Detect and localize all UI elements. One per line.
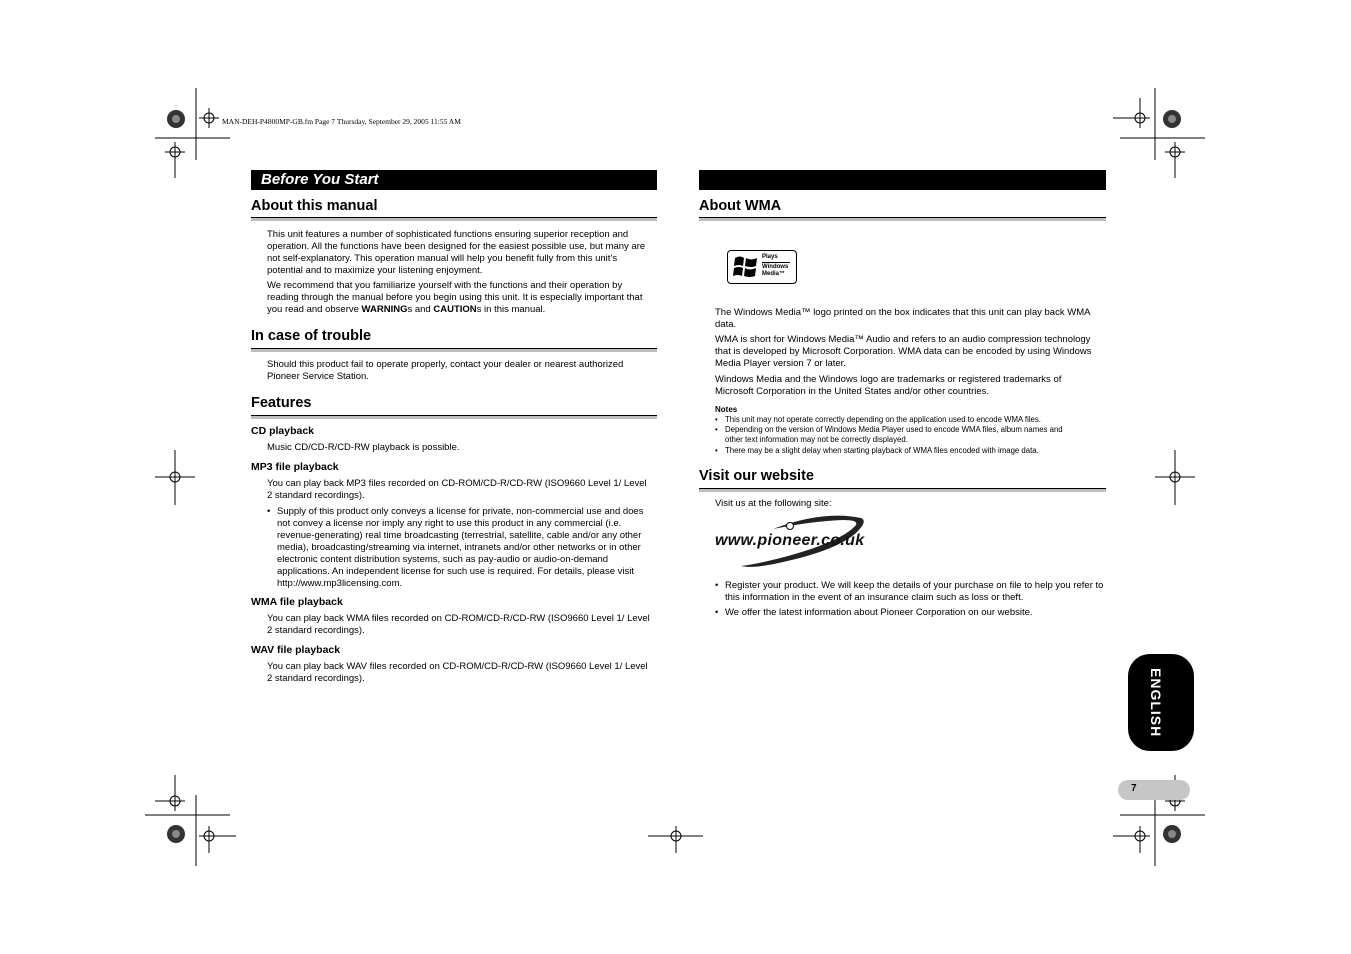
mp3-license-bullet xyxy=(267,506,653,589)
subheading-wma-playback: WMA file playback xyxy=(251,596,343,608)
caution-term: CAUTION xyxy=(433,304,477,315)
subheading-cd-playback: CD playback xyxy=(251,425,315,437)
subheading-wav-playback: WAV file playback xyxy=(251,644,341,656)
note-item xyxy=(715,415,1100,425)
pioneer-url[interactable]: www.pioneer.co.uk xyxy=(715,532,865,549)
warning-term: WARNING xyxy=(361,304,408,315)
bullet-glyph: • xyxy=(267,506,271,517)
wma-paragraph-3: Windows Media and the Windows logo are trademarks or registered trademarks of Microsoft Corporation in the United States and/or other countries. xyxy=(715,374,1062,397)
bullet-glyph: • xyxy=(715,425,718,434)
logo-divider xyxy=(762,262,790,263)
note-item xyxy=(715,446,1100,456)
bullet-text: We offer the latest information about Pioneer Corporation on our website. xyxy=(725,607,1033,618)
about-manual-paragraph-2 xyxy=(267,280,653,316)
bullet-text: Supply of this product only conveys a license for private, non-commercial use and does not convey a license nor imply any right to use this product in any commercial (i.e. revenue-generating) real time broadcasting (terrestrial, satellite, cable and/or any other media), broadcasting/streaming via internet, intranets and/or other networks or in other electronic content distribution systems, such as pay-audio or audio-on-demand applications. An independent license for such use is required. For details, please visit http://www.mp3licensing.com. xyxy=(277,506,644,589)
heading-rule xyxy=(251,348,657,352)
wav-playback-text: You can play back WAV files recorded on CD-ROM/CD-R/CD-RW (ISO9660 Level 1/ Level 2 standard recordings). xyxy=(267,661,648,684)
pioneer-website-logo xyxy=(713,512,883,572)
bullet-glyph: • xyxy=(715,580,719,591)
page-number: 7 xyxy=(1131,783,1137,794)
mp3-playback-text: You can play back MP3 files recorded on CD-ROM/CD-R/CD-RW (ISO9660 Level 1/ Level 2 standard recordings). xyxy=(267,478,647,501)
heading-in-case-of-trouble: In case of trouble xyxy=(251,328,372,344)
language-tab-label: ENGLISH xyxy=(1148,668,1164,738)
notes-heading: Notes xyxy=(715,405,738,414)
file-header-line: MAN-DEH-P4800MP-GB.fm Page 7 Thursday, September 29, 2005 11:55 AM xyxy=(222,117,461,126)
page-number-tab xyxy=(1118,780,1190,800)
heading-visit-our-website: Visit our website xyxy=(699,468,814,484)
bullet-text: Register your product. We will keep the details of your purchase on file to help you refer to this information in the event of an insurance claim such as loss or theft. xyxy=(725,580,1104,603)
heading-about-wma: About WMA xyxy=(699,198,782,214)
heading-about-this-manual: About this manual xyxy=(251,198,378,214)
heading-rule xyxy=(251,217,657,221)
windows-flag-icon xyxy=(732,254,760,280)
about-manual-paragraph-1: This unit features a number of sophisticated functions ensuring superior reception and operation. All the functions have been designed for the easiest possible use, but many are not self-explanatory. This operation manual will help you benefit fully from this unit’s potential and to maximize your listening enjoyment. xyxy=(267,229,646,276)
section-bar-title: Before You Start xyxy=(261,171,379,188)
heading-rule xyxy=(251,415,657,419)
website-bullet xyxy=(715,580,1105,604)
website-intro: Visit us at the following site: xyxy=(715,498,832,509)
heading-rule xyxy=(699,488,1106,492)
windows-media-logo xyxy=(727,250,797,284)
language-side-tab xyxy=(1128,654,1194,751)
trouble-paragraph: Should this product fail to operate properly, contact your dealer or nearest authorized Pioneer Service Station. xyxy=(267,359,624,382)
note-item xyxy=(715,425,1100,445)
website-bullet xyxy=(715,607,1105,619)
wma-playback-text: You can play back WMA files recorded on CD-ROM/CD-R/CD-RW (ISO9660 Level 1/ Level 2 standard recordings). xyxy=(267,613,650,636)
cd-playback-text: Music CD/CD-R/CD-RW playback is possible. xyxy=(267,442,460,453)
heading-rule xyxy=(699,217,1106,221)
bullet-glyph: • xyxy=(715,446,718,455)
bullet-glyph: • xyxy=(715,607,719,618)
text-run: s in this manual. xyxy=(476,304,546,315)
note-text: This unit may not operate correctly depending on the application used to encode WMA files. xyxy=(725,415,1041,424)
wma-paragraph-1: The Windows Media™ logo printed on the box indicates that this unit can play back WMA data. xyxy=(715,307,1090,330)
logo-text-media: Media™ xyxy=(762,271,786,277)
text-run: s and xyxy=(407,304,434,315)
logo-text-plays: Plays xyxy=(762,254,778,260)
section-bar-right xyxy=(699,170,1106,190)
subheading-mp3-playback: MP3 file playback xyxy=(251,461,339,473)
logo-text-windows: Windows xyxy=(762,264,789,270)
text-run: We recommend that you familiarize yourself with the functions and their operation by reading through the manual before you begin using this unit. It is especially important that you read and observe xyxy=(267,280,643,315)
note-text: There may be a slight delay when starting playback of WMA files encoded with image data. xyxy=(725,446,1039,455)
wma-paragraph-2: WMA is short for Windows Media™ Audio and refers to an audio compression technology that is developed by Microsoft Corporation. WMA data can be encoded by using Windows Media Player version 7 or later. xyxy=(715,334,1092,369)
bullet-glyph: • xyxy=(715,415,718,424)
note-text: Depending on the version of Windows Media Player used to encode WMA files, album names and other text information may not be correctly displayed. xyxy=(725,425,1063,444)
heading-features: Features xyxy=(251,395,312,411)
section-bar-before-you-start xyxy=(251,170,657,190)
